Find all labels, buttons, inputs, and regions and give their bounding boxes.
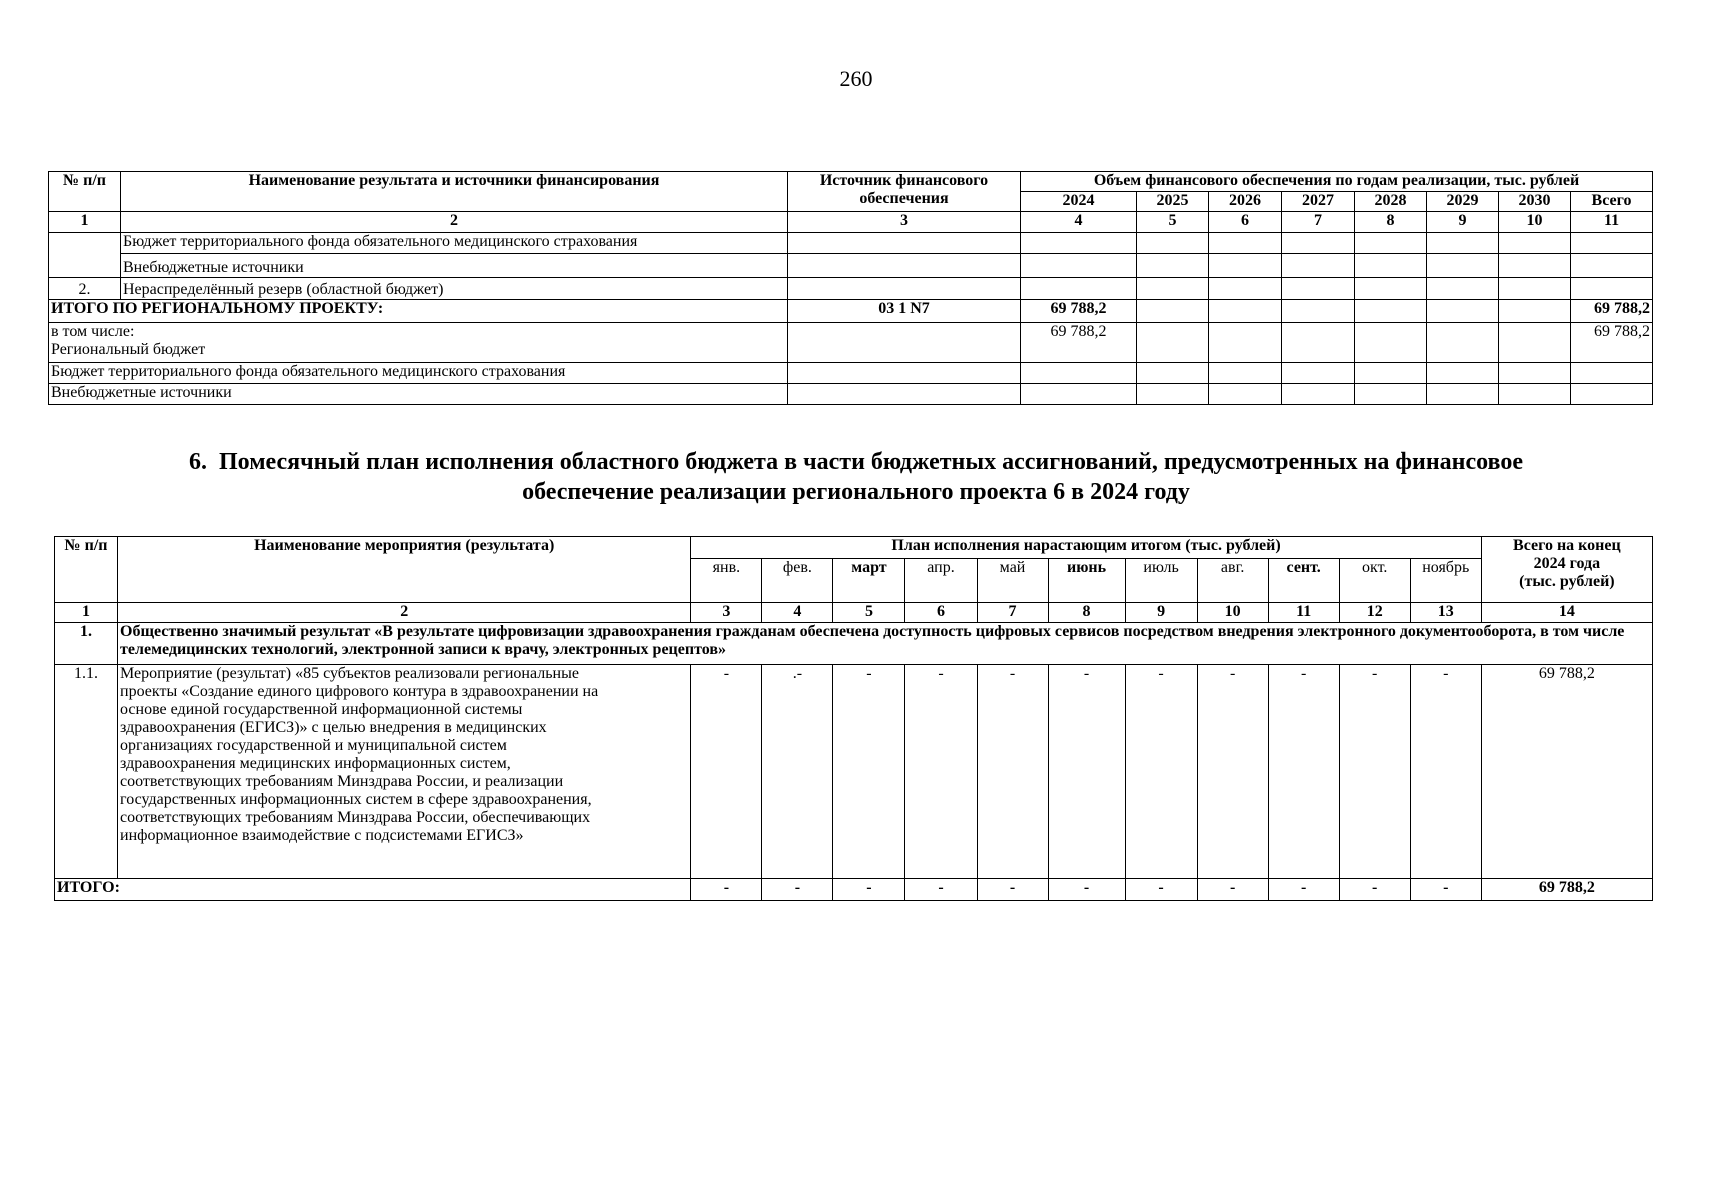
row-value	[1571, 233, 1653, 254]
column-number: 5	[1137, 212, 1209, 233]
month-value: -	[691, 665, 762, 879]
column-number: 10	[1499, 212, 1571, 233]
row-num: 2.	[49, 278, 121, 300]
header-month: апр.	[905, 559, 977, 603]
including-value: 69 788,2	[1571, 323, 1653, 363]
header-total	[1481, 537, 1652, 603]
row-name: Бюджет территориального фонда обязательного медицинского страхования	[49, 363, 788, 384]
header-month: март	[833, 559, 905, 603]
column-number: 12	[1339, 603, 1410, 623]
row-value	[1209, 363, 1282, 384]
row-source	[788, 254, 1021, 278]
column-number: 1	[55, 603, 118, 623]
including-value	[1499, 323, 1571, 363]
row-value	[1209, 278, 1282, 300]
activity-text-line: соответствующих требованиям Минздрава России, и реализации	[120, 773, 564, 790]
row-value	[1209, 384, 1282, 405]
month-value: -	[1125, 665, 1197, 879]
row-value	[1021, 363, 1137, 384]
including-value	[1137, 323, 1209, 363]
header-month: авг.	[1197, 559, 1268, 603]
header-year: 2025	[1137, 192, 1209, 212]
column-number: 6	[1209, 212, 1282, 233]
column-number: 1	[49, 212, 121, 233]
total-month-value: -	[1268, 879, 1339, 901]
header-year: 2027	[1282, 192, 1355, 212]
total-row	[55, 879, 1653, 901]
table-row	[49, 278, 1653, 300]
table-row	[49, 233, 1653, 254]
total-row	[49, 300, 1653, 323]
grand-total: 69 788,2	[1481, 879, 1652, 901]
header-volume: Объем финансового обеспечения по годам реализации, тыс. рублей	[1021, 172, 1653, 192]
row-value	[1282, 384, 1355, 405]
section-title-line1: Помесячный план исполнения областного бюджета в части бюджетных ассигнований, предусмотренных на финансовое	[219, 449, 1523, 475]
total-month-value: -	[1339, 879, 1410, 901]
row-value	[1571, 278, 1653, 300]
row-num: 1.	[55, 623, 118, 665]
header-total-line: Всего на конец	[1513, 537, 1621, 554]
column-number: 3	[788, 212, 1021, 233]
row-value	[1571, 384, 1653, 405]
total-month-value: -	[1048, 879, 1125, 901]
total-value	[1209, 300, 1282, 323]
total-source: 03 1 N7	[788, 300, 1021, 323]
total-label: ИТОГО:	[55, 879, 691, 901]
row-name: Бюджет территориального фонда обязательного медицинского страхования	[121, 233, 788, 254]
row-value	[1282, 233, 1355, 254]
row-value	[1355, 278, 1427, 300]
result-row	[55, 623, 1653, 665]
row-value	[1021, 233, 1137, 254]
column-number: 2	[118, 603, 691, 623]
including-value	[1282, 323, 1355, 363]
row-value	[1427, 254, 1499, 278]
including-label	[49, 323, 788, 363]
row-value	[1355, 384, 1427, 405]
section-heading	[60, 447, 1652, 507]
row-value	[1499, 363, 1571, 384]
including-value	[1209, 323, 1282, 363]
row-value	[1209, 233, 1282, 254]
total-label: ИТОГО ПО РЕГИОНАЛЬНОМУ ПРОЕКТУ:	[49, 300, 788, 323]
header-month: окт.	[1339, 559, 1410, 603]
header-month: фев.	[762, 559, 833, 603]
header-month: ноябрь	[1410, 559, 1481, 603]
header-name: Наименование результата и источники финансирования	[121, 172, 788, 212]
column-number: 10	[1197, 603, 1268, 623]
row-value	[1355, 254, 1427, 278]
header-year: 2026	[1209, 192, 1282, 212]
month-value: -	[1268, 665, 1339, 879]
activity-text-line: организациях государственной и муниципальной систем	[120, 737, 507, 754]
activity-text-line: информационное взаимодействие с подсистемами ЕГИСЗ»	[120, 827, 524, 844]
total-value: 69 788,2	[1021, 300, 1137, 323]
section-title-line2: обеспечение реализации регионального проекта 6 в 2024 году	[522, 479, 1190, 505]
row-source	[788, 384, 1021, 405]
header-year: 2030	[1499, 192, 1571, 212]
activity-total: 69 788,2	[1481, 665, 1652, 879]
row-value	[1137, 233, 1209, 254]
row-value	[1355, 233, 1427, 254]
table-row	[49, 384, 1653, 405]
activity-text-line: основе единой государственной информационной системы	[120, 701, 523, 718]
row-num: 1.1.	[55, 665, 118, 879]
header-month: сент.	[1268, 559, 1339, 603]
row-value	[1137, 384, 1209, 405]
header-year: 2029	[1427, 192, 1499, 212]
row-value	[1571, 254, 1653, 278]
total-value	[1499, 300, 1571, 323]
row-name: Внебюджетные источники	[49, 384, 788, 405]
result-text: Общественно значимый результат «В результате цифровизации здравоохранения гражданам обеспечена доступность цифровых сервисов посредством внедрения электронного документооборота, в том числе телемедицинских технологий, электронной записи к врачу, электронных рецептов»	[118, 623, 1653, 665]
header-num: № п/п	[55, 537, 118, 603]
row-source	[788, 278, 1021, 300]
including-value: 69 788,2	[1021, 323, 1137, 363]
total-month-value: -	[833, 879, 905, 901]
header-month: май	[977, 559, 1048, 603]
column-number: 8	[1048, 603, 1125, 623]
including-value	[1355, 323, 1427, 363]
row-value	[1355, 363, 1427, 384]
activity-text-line: государственных информационных систем в сфере здравоохранения,	[120, 791, 592, 808]
total-month-value: -	[1410, 879, 1481, 901]
activity-text-line: здравоохранения медицинских информационных систем,	[120, 755, 511, 772]
column-number: 4	[1021, 212, 1137, 233]
header-month: янв.	[691, 559, 762, 603]
including-source	[788, 323, 1021, 363]
row-value	[1499, 278, 1571, 300]
row-value	[1282, 363, 1355, 384]
month-value: -	[905, 665, 977, 879]
row-value	[1137, 254, 1209, 278]
total-value	[1282, 300, 1355, 323]
column-number: 4	[762, 603, 833, 623]
row-value	[1209, 254, 1282, 278]
activity-text	[118, 665, 691, 879]
row-value	[1499, 254, 1571, 278]
including-label-line: в том числе:	[51, 323, 135, 340]
month-value: -	[1410, 665, 1481, 879]
header-month: июнь	[1048, 559, 1125, 603]
column-number: 5	[833, 603, 905, 623]
column-number: 11	[1571, 212, 1653, 233]
activity-text-line: проекты «Создание единого цифрового контура в здравоохранении на	[120, 683, 599, 700]
header-year: 2028	[1355, 192, 1427, 212]
activity-text-line: соответствующих требованиям Минздрава России, обеспечивающих	[120, 809, 591, 826]
section-heading-line	[60, 447, 1652, 477]
row-num	[49, 233, 121, 278]
month-value: -	[1048, 665, 1125, 879]
header-month: июль	[1125, 559, 1197, 603]
total-value	[1355, 300, 1427, 323]
column-number: 14	[1481, 603, 1652, 623]
month-value: -	[1339, 665, 1410, 879]
row-value	[1427, 384, 1499, 405]
column-number: 7	[977, 603, 1048, 623]
row-value	[1427, 363, 1499, 384]
column-number: 9	[1125, 603, 1197, 623]
including-row	[49, 323, 1653, 363]
total-month-value: -	[1197, 879, 1268, 901]
total-value	[1137, 300, 1209, 323]
total-month-value: -	[762, 879, 833, 901]
row-value	[1137, 278, 1209, 300]
month-value: -	[977, 665, 1048, 879]
section-number: 6.	[189, 449, 207, 475]
column-number: 3	[691, 603, 762, 623]
row-value	[1021, 278, 1137, 300]
column-number: 9	[1427, 212, 1499, 233]
month-value: .-	[762, 665, 833, 879]
row-source	[788, 363, 1021, 384]
month-value: -	[1197, 665, 1268, 879]
total-value	[1427, 300, 1499, 323]
row-value	[1499, 233, 1571, 254]
table-row	[49, 254, 1653, 278]
total-month-value: -	[691, 879, 762, 901]
row-value	[1137, 363, 1209, 384]
including-label-line: Региональный бюджет	[51, 341, 206, 358]
including-value	[1427, 323, 1499, 363]
row-value	[1499, 384, 1571, 405]
row-name: Внебюджетные источники	[121, 254, 788, 278]
header-name: Наименование мероприятия (результата)	[118, 537, 691, 603]
row-value	[1282, 278, 1355, 300]
header-num: № п/п	[49, 172, 121, 212]
monthly-plan-table	[54, 536, 1653, 901]
row-value	[1021, 254, 1137, 278]
total-month-value: -	[977, 879, 1048, 901]
total-month-value: -	[1125, 879, 1197, 901]
row-value	[1427, 278, 1499, 300]
column-number: 2	[121, 212, 788, 233]
table-row	[49, 363, 1653, 384]
activity-text-line: здравоохранения (ЕГИСЗ)» с целью внедрения в медицинских	[120, 719, 547, 736]
header-year: 2024	[1021, 192, 1137, 212]
row-source	[788, 233, 1021, 254]
column-number: 8	[1355, 212, 1427, 233]
header-source: Источник финансового обеспечения	[788, 172, 1021, 212]
page-number: 260	[839, 66, 873, 91]
total-value: 69 788,2	[1571, 300, 1653, 323]
header-year-total: Всего	[1571, 192, 1653, 212]
financing-table	[48, 171, 1653, 405]
total-month-value: -	[905, 879, 977, 901]
row-value	[1427, 233, 1499, 254]
column-number: 6	[905, 603, 977, 623]
column-number: 11	[1268, 603, 1339, 623]
row-value	[1282, 254, 1355, 278]
column-number: 13	[1410, 603, 1481, 623]
header-plan: План исполнения нарастающим итогом (тыс. рублей)	[691, 537, 1481, 559]
activity-row	[55, 665, 1653, 879]
header-total-line: 2024 года	[1533, 555, 1601, 572]
activity-text-line: Мероприятие (результат) «85 субъектов реализовали региональные	[120, 665, 579, 682]
row-value	[1571, 363, 1653, 384]
header-total-line: (тыс. рублей)	[1519, 573, 1615, 590]
column-number: 7	[1282, 212, 1355, 233]
month-value: -	[833, 665, 905, 879]
row-value	[1021, 384, 1137, 405]
row-name: Нераспределённый резерв (областной бюджет)	[121, 278, 788, 300]
